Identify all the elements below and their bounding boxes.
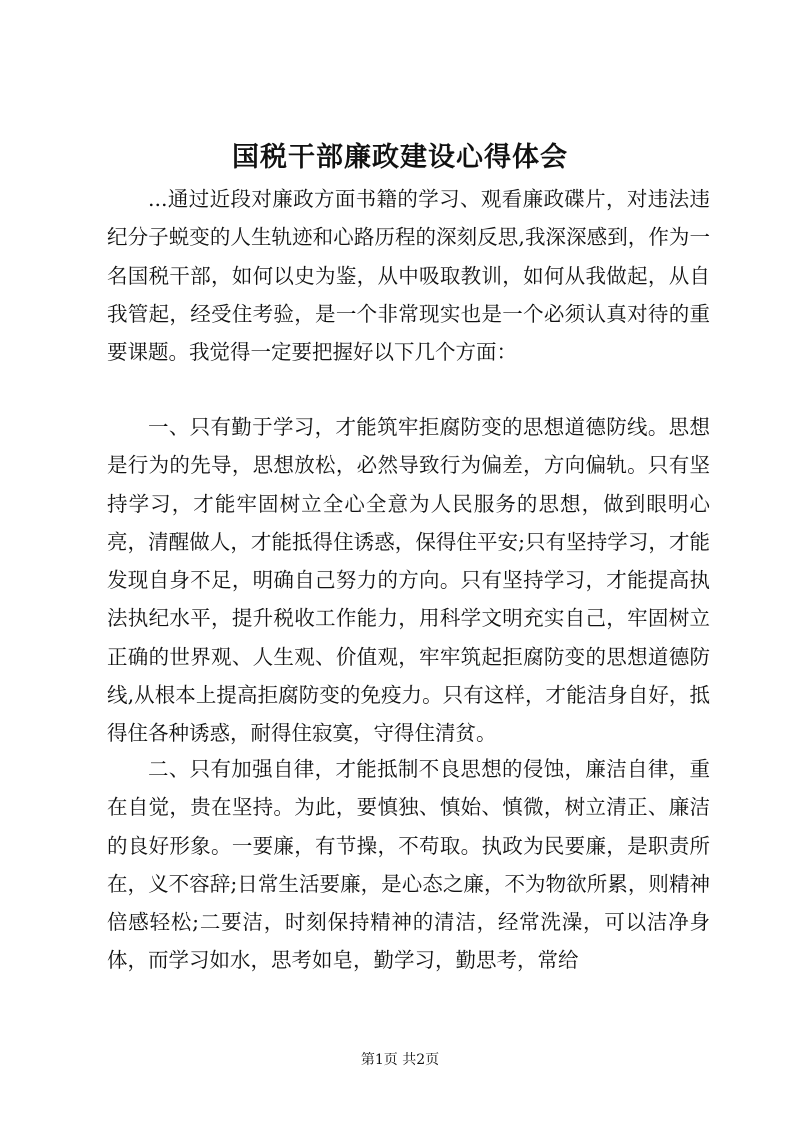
document-title: 国税干部廉政建设心得体会 <box>232 142 568 173</box>
paragraph-intro <box>107 180 710 371</box>
paragraph-text: 二、只有加强自律，才能抵制不良思想的侵蚀，廉洁自律，重在自觉，贵在坚持。为此，要慎独、慎始、慎微，树立清正、廉洁的良好形象。一要廉，有节操，不苟取。执政为民要廉，是职责所在，义不容辞;日常生活要廉，是心态之廉，不为物欲所累，则精神倍感轻松;二要洁，时刻保持精神的清洁，经常洗澡，可以洁净身体，而学习如水，思考如皂，勤学习，勤思考，常给 <box>107 757 710 973</box>
paragraph-text: 一、只有勤于学习，才能筑牢拒腐防变的思想道德防线。思想是行为的先导，思想放松，必然导致行为偏差，方向偏轨。只有坚持学习，才能牢固树立全心全意为人民服务的思想，做到眼明心亮，清醒做人，才能抵得住诱惑，保得住平安;只有坚持学习，才能发现自身不足，明确自己努力的方向。只有坚持学习，才能提高执法执纪水平，提升税收工作能力，用科学文明充实自己，牢固树立正确的世界观、人生观、价值观，牢牢筑起拒腐防变的思想道德防线,从根本上提高拒腐防变的免疫力。只有这样，才能洁身自好，抵得住各种诱惑，耐得住寂寞，守得住清贫。 <box>107 415 710 746</box>
paragraph-study <box>107 408 710 753</box>
paragraph-text: ...通过近段对廉政方面书籍的学习、观看廉政碟片，对违法违纪分子蜕变的人生轨迹和心路历程的深刻反思,我深深感到，作为一名国税干部，如何以史为鉴，从中吸取教训，如何从我做起，从自我管起，经受住考验，是一个非常现实也是一个必须认真对待的重要课题。我觉得一定要把握好以下几个方面： <box>107 187 710 365</box>
paragraph-self-discipline <box>107 750 710 980</box>
page-footer: 第1页 共2页 <box>360 1052 440 1068</box>
